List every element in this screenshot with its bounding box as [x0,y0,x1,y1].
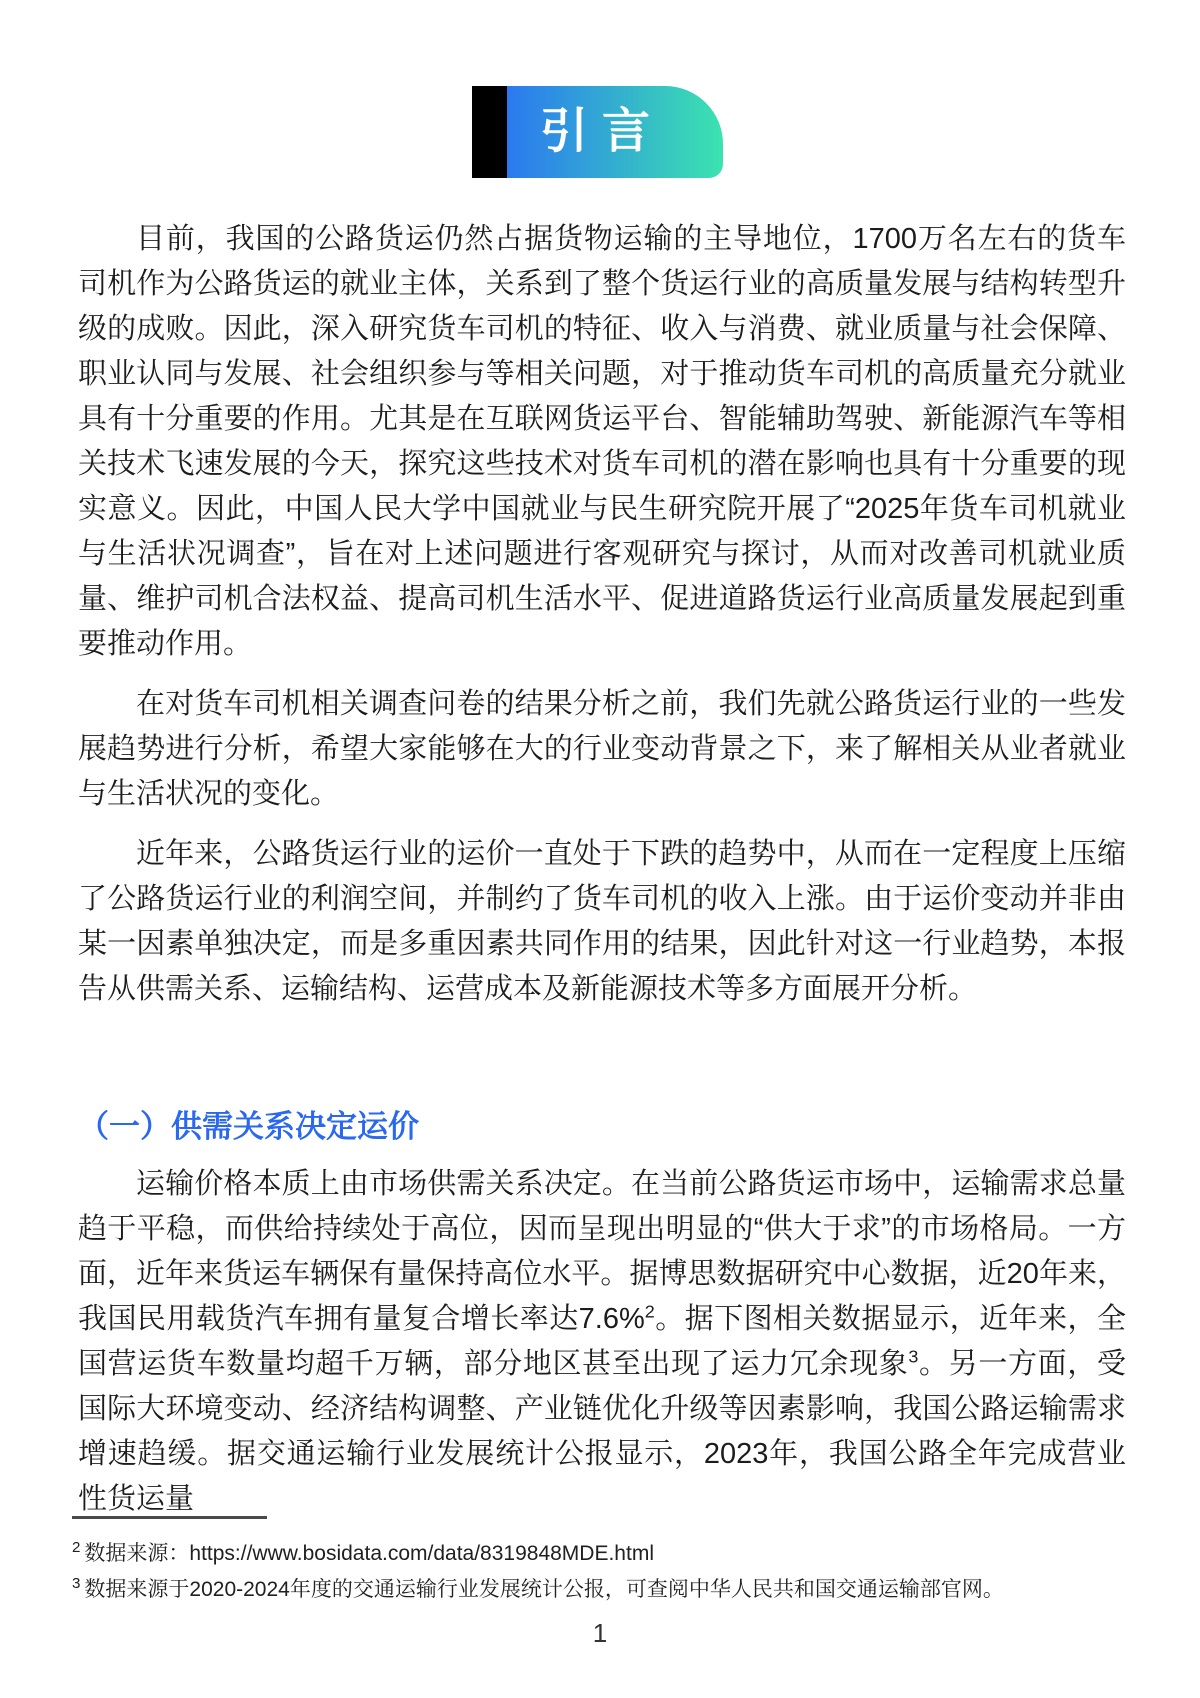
section-heading: （一）供需关系决定运价 [78,1109,419,1144]
footnote-list [72,1536,1128,1608]
paragraph: 目前，我国的公路货运仍然占据货物运输的主导地位，1700万名左右的货车司机作为公路货运的就业主体，关系到了整个货运行业的高质量发展与结构转型升级的成败。因此，深入研究货车司机的特征、收入与消费、就业质量与社会保障、职业认同与发展、社会组织参与等相关问题，对于推动货车司机的高质量充分就业具有十分重要的作用。尤其是在互联网货运平台、智能辅助驾驶、新能源汽车等相关技术飞速发展的今天，探究这些技术对货车司机的潜在影响也具有十分重要的现实意义。因此，中国人民大学中国就业与民生研究院开展了“2025年货车司机就业与生活状况调查”，旨在对上述问题进行客观研究与探讨，从而对改善司机就业质量、维护司机合法权益、提高司机生活水平、促进道路货运行业高质量发展起到重要推动作用。 [78,223,1126,660]
footnote-text: 数据来源于2020-2024年度的交通运输行业发展统计公报，可查阅中华人民共和国交通运输部官网。 [84,1578,1004,1601]
footnote-text: 数据来源：https://www.bosidata.com/data/8319848MDE.html [84,1542,654,1565]
footnote-reference: 3 [908,1346,919,1367]
badge-title: 引言 [539,105,664,158]
paragraph: 运输价格本质上由市场供需关系决定。在当前公路货运市场中，运输需求总量趋于平稳，而供给持续处于高位，因而呈现出明显的“供大于求”的市场格局。一方面，近年来货运车辆保有量保持高位水平。据博思数据研究中心数据，近20年来，我国民用载货汽车拥有量复合增长率达7.6%$^2$。据下图相关数据显示，近年来，全国营运货车数量均超千万辆，部分地区甚至出现了运力冗余现象$^3$。另一方面，受国际大环境变动、经济结构调整、产业链优化升级等因素影响，我国公路运输需求增速趋缓。据交通运输行业发展统计公报显示，2023年，我国公路全年完成营业性货运量 [78,1168,1126,1515]
paragraph: 近年来，公路货运行业的运价一直处于下跌的趋势中，从而在一定程度上压缩了公路货运行业的利润空间，并制约了货车司机的收入上涨。由于运价变动并非由某一因素单独决定，而是多重因素共同作用的结果，因此针对这一行业趋势，本报告从供需关系、运输结构、运营成本及新能源技术等多方面展开分析。 [78,838,1126,1005]
footnote-divider [72,1516,267,1519]
section-badge [472,86,723,178]
footnote-marker: 2 [72,1539,81,1556]
section-paragraphs [78,1162,1126,1522]
footnote-item [72,1536,1128,1572]
page-number: 1 [592,1618,608,1648]
intro-paragraphs [78,217,1126,1012]
footnote-item [72,1572,1128,1608]
badge-gradient-shape [507,86,723,178]
badge-black-bar [472,86,507,178]
footnote-marker: 3 [72,1575,81,1592]
footnote-area [72,1516,1128,1608]
footnote-reference: 2 [644,1301,655,1322]
body-text [78,217,1126,1522]
paragraph: 在对货车司机相关调查问卷的结果分析之前，我们先就公路货运行业的一些发展趋势进行分析，希望大家能够在大的行业变动背景之下，来了解相关从业者就业与生活状况的变化。 [78,688,1126,810]
